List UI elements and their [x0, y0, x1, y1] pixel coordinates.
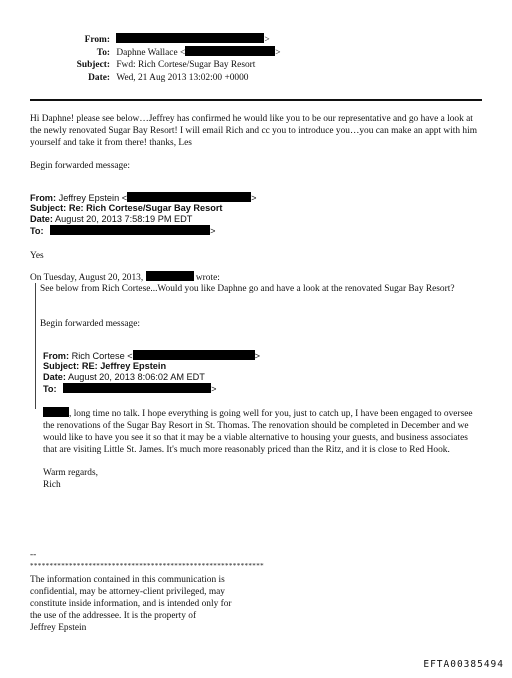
fwd1-from-label: From:: [30, 193, 57, 203]
redaction-box: [63, 383, 211, 393]
redaction-box: [146, 271, 194, 281]
fwd1-subject: [30, 203, 223, 214]
rich-body-text: , long time no talk. I hope everything is going well for you, just to catch up, I have been engaged to oversee the renovations of the Sugar Bay Resort in St. Thomas. The renovation should be completed in December and we would like to have you see it so that it may be a viable alternative to housing your guests, and business associates that are visiting Little St. James. It's much more reasonably priced than the Ritz, and it is close to Red Hook.: [43, 409, 473, 455]
redaction-box: [127, 192, 251, 202]
fwd1-subject-value: Re: Rich Cortese/Sugar Bay Resort: [68, 203, 223, 213]
date-value: Wed, 21 Aug 2013 13:02:00 +0000: [116, 73, 249, 83]
to-value: Daphne Wallace <: [116, 48, 186, 58]
fwd2-to-label: To:: [43, 384, 57, 394]
bates-number: EFTA00385494: [423, 659, 504, 670]
signature-dash: --: [30, 550, 37, 560]
redaction-box: [43, 407, 69, 417]
fwd1-date-value: August 20, 2013 7:58:19 PM EDT: [55, 214, 193, 224]
quote-text: See below from Rich Cortese...Would you like Daphne go and have a look at the renovated Sugar Bay Resort?: [40, 284, 455, 294]
from-label: From:: [84, 35, 110, 45]
signature-name: Rich: [43, 480, 61, 490]
fwd1-to-label: To:: [30, 226, 44, 236]
fwd2-subject: [43, 361, 166, 372]
date-label: Date:: [88, 73, 110, 83]
rich-body: [43, 407, 483, 456]
fwd2-date-label: Date:: [43, 372, 66, 382]
top-header-subject: [30, 59, 255, 71]
redaction-box: [50, 225, 210, 235]
redaction-box: [116, 33, 264, 43]
fwd2-date-value: August 20, 2013 8:06:02 AM EDT: [68, 372, 205, 382]
body-message: Hi Daphne! please see below…Jeffrey has confirmed he would like you to be our representative and go have a look at the newly renovated Sugar Bay Resort! I will email Rich and cc you to introduce you…you can make an appt with him yourself and take it from there! thanks, Les: [30, 114, 478, 148]
fwd1-date: [30, 214, 192, 225]
subject-value: Fwd: Rich Cortese/Sugar Bay Resort: [116, 60, 256, 70]
disclaimer-line: constitute inside information, and is intended only for: [30, 599, 232, 609]
warm-regards: Warm regards,: [43, 468, 98, 478]
header-divider: [30, 99, 482, 101]
disclaimer: [30, 574, 232, 634]
redaction-box: [133, 350, 255, 360]
top-header-to: To: Daphne Wallace < >: [30, 46, 281, 59]
fwd1-subject-label: Subject:: [30, 203, 67, 213]
fwd2-from-value: Rich Cortese <: [71, 351, 133, 361]
top-header-from: From: >: [30, 33, 270, 46]
fwd1-from: From: Jeffrey Epstein < >: [30, 193, 257, 203]
asterisk-line: ************************************************************: [30, 562, 264, 570]
fwd1-to: To: >: [30, 226, 216, 236]
yes-text: Yes: [30, 251, 44, 261]
disclaimer-line: the use of the addressee. It is the property of: [30, 611, 197, 621]
fwd2-from-label: From:: [43, 351, 70, 361]
begin-forwarded-2: Begin forwarded message:: [40, 319, 140, 329]
fwd1-from-value: Jeffrey Epstein <: [58, 193, 128, 203]
disclaimer-line: The information contained in this communication is: [30, 575, 225, 585]
begin-forwarded-1: Begin forwarded message:: [30, 161, 130, 171]
redaction-box: [185, 46, 275, 56]
subject-label: Subject:: [76, 60, 110, 70]
disclaimer-line: confidential, may be attorney-client privileged, may: [30, 587, 225, 597]
fwd2-subject-value: RE: Jeffrey Epstein: [81, 361, 167, 371]
fwd1-date-label: Date:: [30, 214, 53, 224]
top-header-date: [30, 72, 248, 84]
disclaimer-line: Jeffrey Epstein: [30, 623, 87, 633]
fwd2-from: From: Rich Cortese < >: [43, 351, 260, 361]
to-label: To:: [96, 48, 110, 58]
fwd2-to: To: >: [43, 384, 217, 394]
on-tuesday-line: On Tuesday, August 20, 2013, wrote:: [30, 273, 220, 283]
fwd2-date: [43, 372, 205, 383]
quote-bar: [35, 283, 36, 409]
fwd2-subject-label: Subject:: [43, 361, 80, 371]
